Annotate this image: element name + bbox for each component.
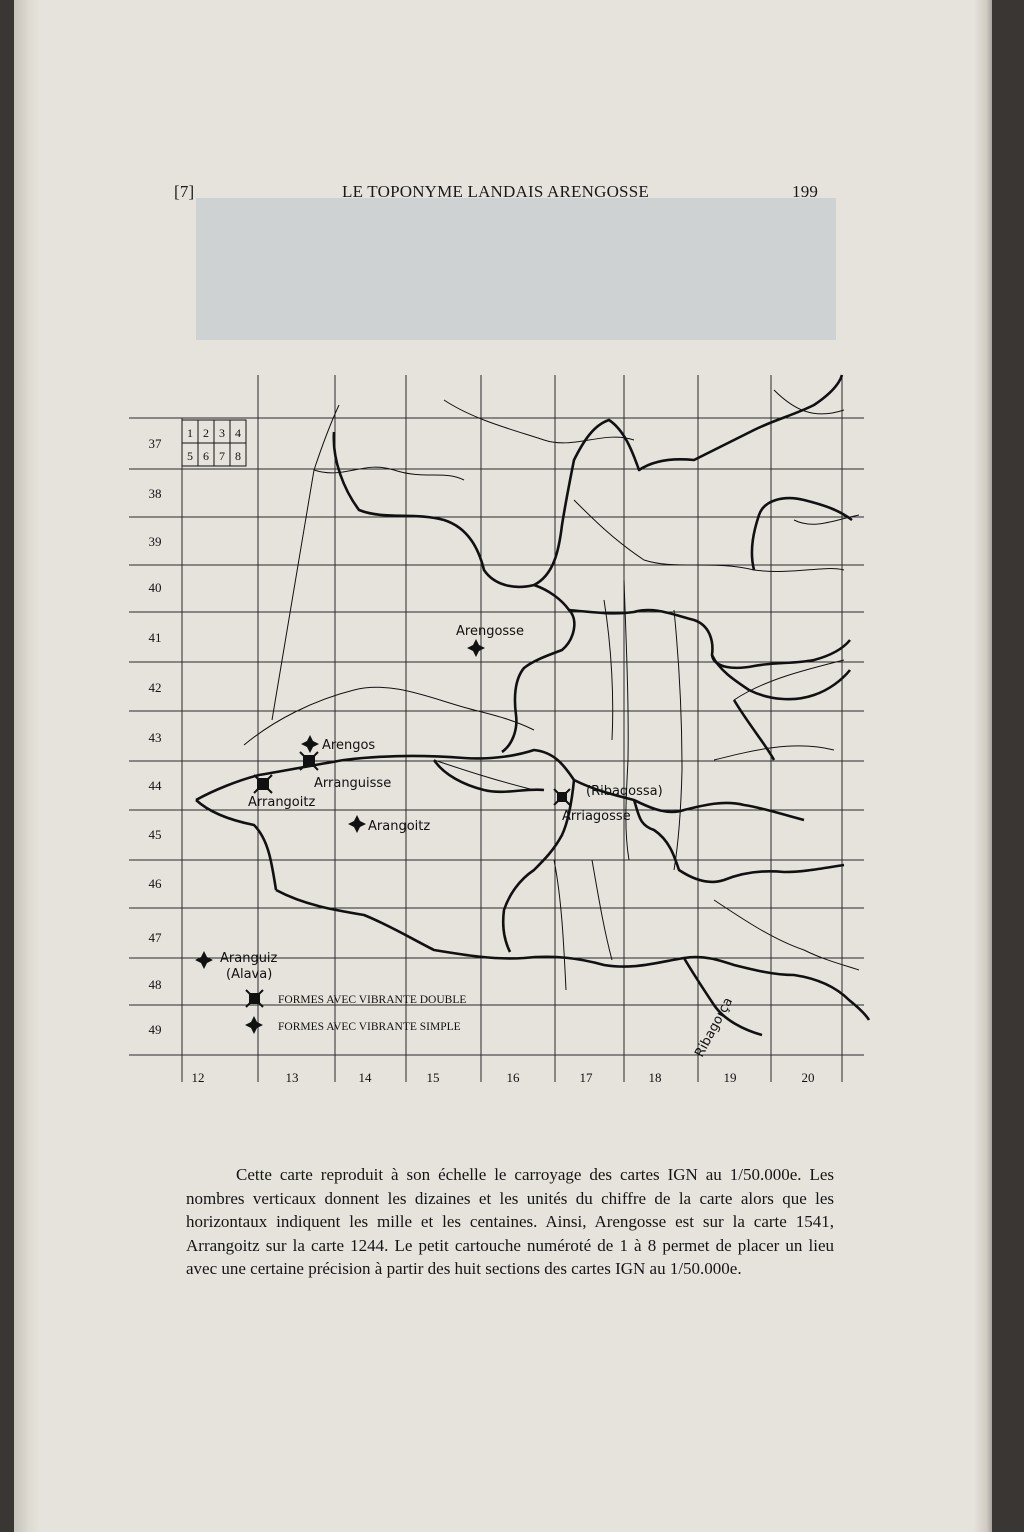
running-title: LE TOPONYME LANDAIS ARENGOSSE bbox=[342, 182, 649, 201]
page-marker: [7] bbox=[174, 182, 195, 201]
map-caption: Cette carte reproduit à son échelle le carroyage des cartes IGN au 1/50.000e. Les nombres verticaux donnent les dizaines et les unités du chiffre de la carte alors que les horizontaux indiquent les mille et les centaines. Ainsi, Arengosse est sur la carte 1541, Arrangoitz sur la carte 1244. Le petit cartouche numéroté de 1 à 8 permet de placer un lieu avec une certaine précision à partir des huit sections des cartes IGN au 1/50.000e. bbox=[186, 1165, 834, 1278]
column-label: 17 bbox=[579, 1070, 593, 1085]
label-arranguisse: Arranguisse bbox=[314, 776, 392, 791]
marker-simple-arengos bbox=[301, 735, 319, 753]
grid-vertical-lines bbox=[182, 375, 842, 1082]
row-label: 40 bbox=[148, 580, 162, 595]
column-label: 18 bbox=[648, 1070, 662, 1085]
column-label: 15 bbox=[426, 1070, 440, 1085]
row-label: 42 bbox=[148, 680, 162, 695]
legend-double-icon bbox=[246, 990, 263, 1007]
label-arrangoitz: Arrangoitz bbox=[248, 795, 316, 810]
label-alava: (Alava) bbox=[226, 967, 273, 982]
page-number: 199 bbox=[792, 182, 819, 201]
column-label: 19 bbox=[723, 1070, 737, 1085]
inset-cell-1: 1 bbox=[187, 426, 193, 440]
label-arengosse: Arengosse bbox=[456, 624, 524, 639]
label-arengos: Arengos bbox=[322, 738, 376, 753]
label-ribagossa: (Ribagossa) bbox=[586, 784, 663, 799]
legend-simple-icon bbox=[245, 1016, 263, 1034]
inset-cell-5: 5 bbox=[187, 449, 193, 463]
row-label: 44 bbox=[148, 778, 162, 793]
inset-cell-4: 4 bbox=[235, 426, 241, 440]
row-label: 48 bbox=[148, 977, 162, 992]
grid-map bbox=[14, 0, 992, 1160]
marker-simple-arengosse bbox=[467, 639, 485, 657]
marker-simple-aranguiz bbox=[195, 951, 213, 969]
book-page bbox=[14, 0, 992, 1532]
marker-double-arrangoitz bbox=[254, 775, 272, 793]
inset-cell-2: 2 bbox=[203, 426, 209, 440]
row-labels bbox=[149, 436, 163, 1037]
inset-cell-6: 6 bbox=[203, 449, 209, 463]
row-label: 47 bbox=[148, 930, 162, 945]
column-label: 13 bbox=[285, 1070, 299, 1085]
row-label: 39 bbox=[148, 534, 162, 549]
column-label: 16 bbox=[506, 1070, 520, 1085]
label-ribagorca: Ribagorça bbox=[692, 995, 737, 1060]
row-label: 45 bbox=[148, 827, 162, 842]
row-label: 43 bbox=[148, 730, 162, 745]
row-label: 41 bbox=[148, 630, 162, 645]
inset-cell-7: 7 bbox=[219, 449, 225, 463]
label-arangoitz: Arangoitz bbox=[368, 819, 431, 834]
map-legend bbox=[245, 990, 466, 1034]
row-label: 49 bbox=[148, 1022, 162, 1037]
column-label: 14 bbox=[358, 1070, 372, 1085]
column-label: 12 bbox=[191, 1070, 205, 1085]
label-aranguiz: Aranguiz bbox=[220, 951, 278, 966]
row-label: 46 bbox=[148, 876, 162, 891]
legend-double-label: FORMES AVEC VIBRANTE DOUBLE bbox=[278, 994, 467, 1006]
legend-simple-label: FORMES AVEC VIBRANTE SIMPLE bbox=[278, 1021, 461, 1033]
inset-cell-8: 8 bbox=[235, 449, 241, 463]
marker-arriagosse bbox=[554, 789, 570, 805]
label-arriagosse: Arriagosse bbox=[562, 809, 631, 824]
borders bbox=[196, 375, 869, 1035]
inset-cell-3: 3 bbox=[219, 426, 225, 440]
column-labels bbox=[192, 1070, 815, 1085]
row-label: 38 bbox=[148, 486, 162, 501]
row-label: 37 bbox=[148, 436, 162, 451]
marker-simple-arangoitz bbox=[348, 815, 366, 833]
rivers bbox=[244, 390, 859, 990]
column-label: 20 bbox=[801, 1070, 815, 1085]
inset-cartouche bbox=[182, 420, 246, 466]
